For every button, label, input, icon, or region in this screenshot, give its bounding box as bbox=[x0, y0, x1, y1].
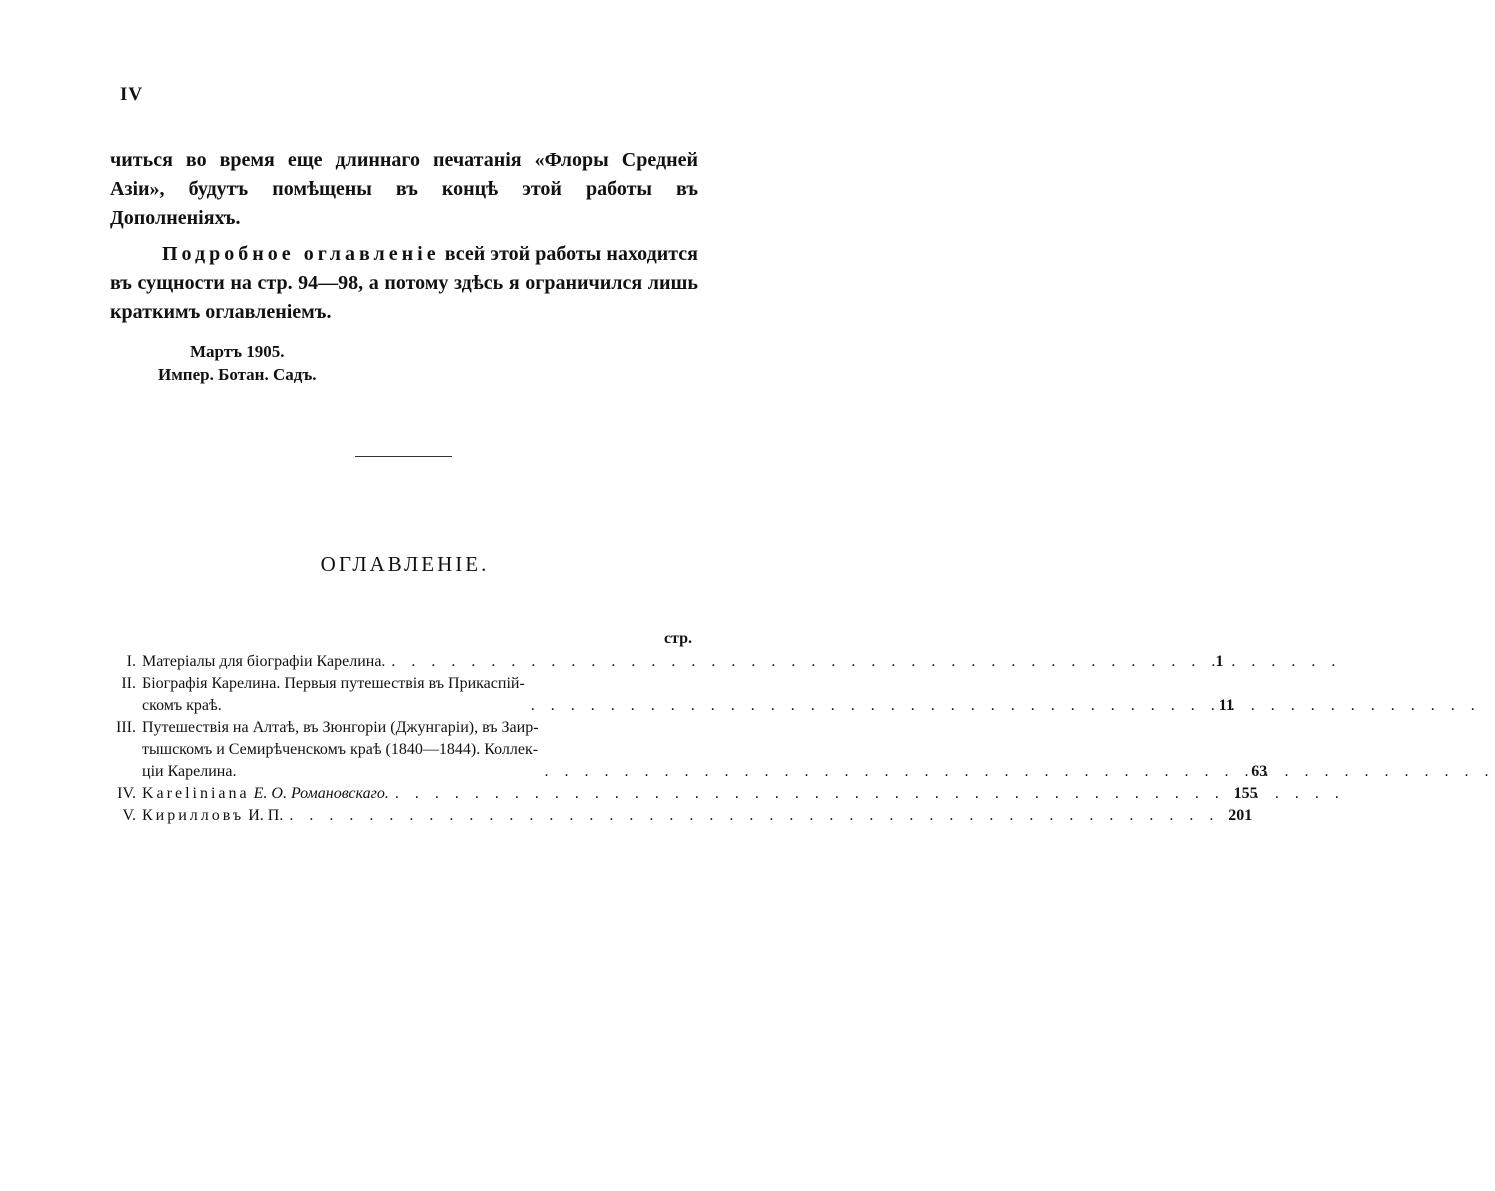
page-number: IV bbox=[120, 84, 144, 105]
toc-entry-page: 1 bbox=[1215, 653, 1224, 670]
toc-entry bbox=[100, 673, 1234, 717]
preface-paragraph-1: читься во время еще длиннаго печатанія «Флоры Средней Азіи», будутъ помѣщены въ концѣ этой работы въ Дополненіяхъ. bbox=[110, 149, 698, 229]
toc-entry-page: 201 bbox=[1228, 807, 1253, 824]
toc-entry-initials: И. П. bbox=[244, 807, 284, 824]
toc-entry-number: V. bbox=[122, 807, 136, 824]
toc-entry bbox=[100, 783, 1258, 805]
toc-page-column-header: стр. bbox=[663, 630, 692, 647]
toc-entry bbox=[100, 717, 1268, 783]
toc-entry-number: IV. bbox=[117, 785, 136, 802]
table-of-contents bbox=[100, 628, 1268, 827]
toc-entry bbox=[100, 805, 1253, 827]
signature-date: Мартъ 1905. bbox=[190, 342, 285, 361]
toc-title: ОГЛАВЛЕНІЕ. bbox=[320, 552, 490, 576]
toc-entry-line: Путешествія на Алтаѣ, въ Зюнгоріи (Джунгаріи), въ Заир- bbox=[142, 719, 539, 736]
toc-entry-page: 63 bbox=[1251, 763, 1268, 780]
toc-entry-line bbox=[142, 805, 283, 827]
leader-dots bbox=[539, 761, 1495, 783]
paragraph-2-text: всей этой работы находится въ сущности на стр. 94—98, а потому здѣсь я ограничился лишь краткимъ оглавленіемъ. bbox=[110, 243, 699, 323]
toc-entry-number: II. bbox=[121, 675, 136, 692]
toc-entry-page: 11 bbox=[1218, 697, 1234, 714]
toc-entry-number: III. bbox=[116, 719, 136, 736]
toc-entry-line: ціи Карелина. bbox=[142, 763, 237, 780]
leader-dots bbox=[525, 695, 1481, 717]
toc-entry bbox=[100, 651, 1224, 673]
toc-entry-line: Матеріалы для біографіи Карелина. bbox=[142, 653, 386, 670]
toc-entry-title: Kareliniana bbox=[142, 785, 250, 802]
toc-entry-line bbox=[142, 783, 389, 805]
toc-entry-line: скомъ краѣ. bbox=[142, 697, 222, 714]
toc-entry-author: Е. О. Романовскаго. bbox=[249, 785, 389, 802]
spaced-phrase: Подробное оглавленіе bbox=[162, 243, 440, 265]
toc-entry-line: Біографія Карелина. Первыя путешествія въ Прикаспій- bbox=[142, 675, 525, 692]
toc-entry-page: 155 bbox=[1233, 785, 1258, 802]
signature-place: Импер. Ботан. Садъ. bbox=[158, 365, 317, 384]
leader-dots bbox=[389, 783, 1345, 805]
preface-paragraph-2 bbox=[110, 240, 698, 327]
toc-entry-line: тышскомъ и Семирѣченскомъ краѣ (1840—1844). Коллек- bbox=[142, 741, 539, 758]
leader-dots bbox=[283, 805, 1239, 827]
section-divider bbox=[355, 456, 452, 457]
toc-entry-title: Кирилловъ bbox=[142, 807, 245, 824]
toc-entry-number: I. bbox=[126, 653, 136, 670]
signature-block bbox=[158, 340, 317, 386]
